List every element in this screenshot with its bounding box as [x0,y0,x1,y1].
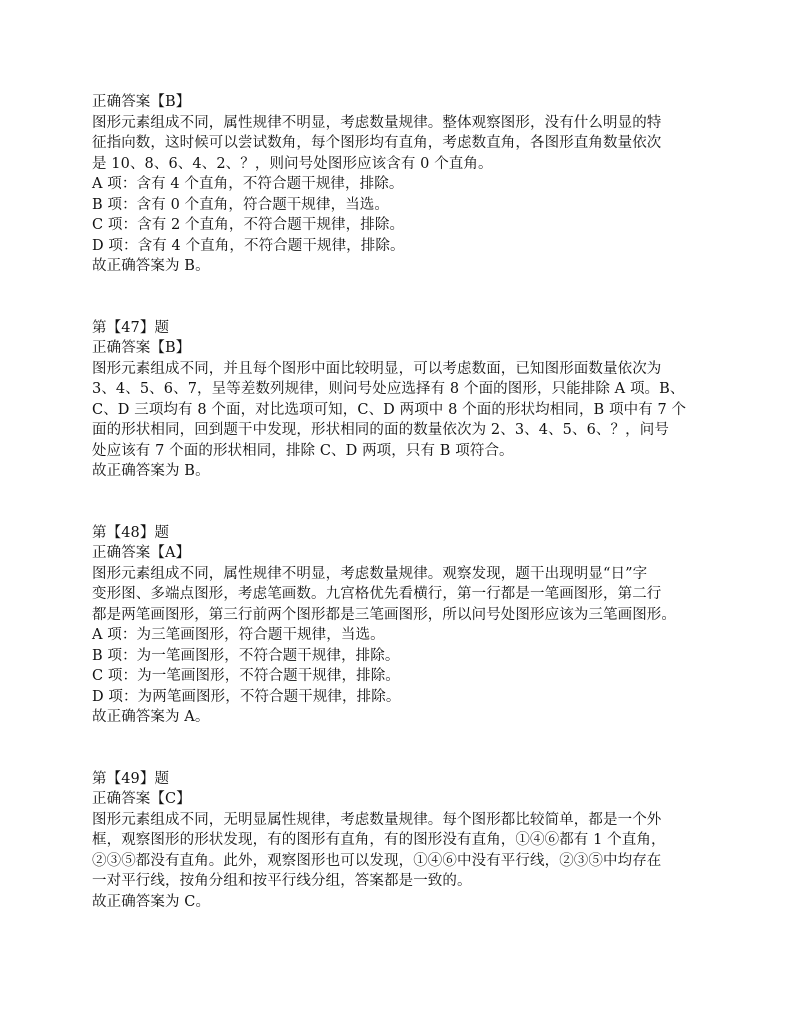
final-answer-line: 故正确答案为 C。 [92,893,211,910]
explanation-line: 是 10、8、6、4、2、？，则问号处图形应该含有 0 个直角。 [92,155,493,172]
explanation-line: 征指向数，这时候可以尝试数角，每个图形均有直角，考虑数直角，各图形直角数量依次 [92,135,662,151]
answer-section-49 [92,769,722,913]
section-spacer [92,277,722,318]
explanation-line: ②③⑤都没有直角。此外，观察图形也可以发现，①④⑥中没有平行线，②③⑤中均存在 [92,852,662,869]
answer-section-46 [92,92,722,277]
correct-answer-line: 正确答案【A】 [92,545,191,561]
correct-answer-line: 正确答案【B】 [92,94,191,110]
option-a-line: A 项：含有 4 个直角，不符合题干规律，排除。 [92,176,404,192]
explanation-line: 面的形状相同，回到题干中发现，形状相同的面的数量依次为 2、3、4、5、6、？，问号 [92,422,669,438]
final-answer-line: 故正确答案为 B。 [92,258,210,274]
section-spacer [92,482,722,523]
explanation-line: 图形元素组成不同，属性规律不明显，考虑数量规律。整体观察图形，没有什么明显的特 [92,114,662,131]
explanation-line: 处应该有 7 个面的形状相同，排除 C、D 两项，只有 B 项符合。 [92,442,514,459]
explanation-line: C、D 三项均有 8 个面，对比选项可知，C、D 两项中 8 个面的形状均相同，B 项中有 7 个 [92,401,687,418]
option-c-line: C 项：含有 2 个直角，不符合题干规律，排除。 [92,217,405,233]
explanation-line: 图形元素组成不同，并且每个图形中面比较明显，可以考虑数面，已知图形面数量依次为 [92,360,662,377]
final-answer-line: 故正确答案为 A。 [92,709,210,725]
correct-answer-line: 正确答案【C】 [92,791,191,807]
explanation-line: 框，观察图形的形状发现，有的图形有直角，有的图形没有直角，①④⑥都有 1 个直角， [92,832,666,848]
explanation-line: 变形图、多端点图形，考虑笔画数。九宫格优先看横行，第一行都是一笔画图形，第二行 [92,586,662,602]
question-number: 第【47】题 [92,319,170,336]
correct-answer-line: 正确答案【B】 [92,340,191,356]
answer-section-47 [92,318,722,482]
explanation-line: 3、4、5、6、7，呈等差数列规律，则问号处应选择有 8 个面的图形，只能排除 A 项。B、 [92,381,685,397]
explanation-line: 都是两笔画图形，第三行前两个图形都是三笔画图形，所以问号处图形应该为三笔画图形。 [92,606,676,623]
option-b-line: B 项：含有 0 个直角，符合题干规律，当选。 [92,196,390,213]
answer-section-48 [92,523,722,728]
option-a-line: A 项：为三笔画图形，符合题干规律，当选。 [92,627,385,643]
document-page [92,92,722,912]
question-number: 第【48】题 [92,524,170,541]
explanation-line: 一对平行线，按角分组和按平行线分组，答案都是一致的。 [92,873,472,889]
option-b-line: B 项：为一笔画图形，不符合题干规律，排除。 [92,647,400,664]
option-c-line: C 项：为一笔画图形，不符合题干规律，排除。 [92,668,400,684]
option-d-line: D 项：为两笔画图形，不符合题干规律，排除。 [92,688,401,705]
explanation-line: 图形元素组成不同，无明显属性规律，考虑数量规律。每个图形都比较简单，都是一个外 [92,811,662,828]
final-answer-line: 故正确答案为 B。 [92,463,210,479]
question-number: 第【49】题 [92,770,170,787]
explanation-line: 图形元素组成不同，属性规律不明显，考虑数量规律。观察发现，题干出现明显“日”字 [92,565,648,582]
section-spacer [92,728,722,769]
option-d-line: D 项：含有 4 个直角，不符合题干规律，排除。 [92,237,405,254]
